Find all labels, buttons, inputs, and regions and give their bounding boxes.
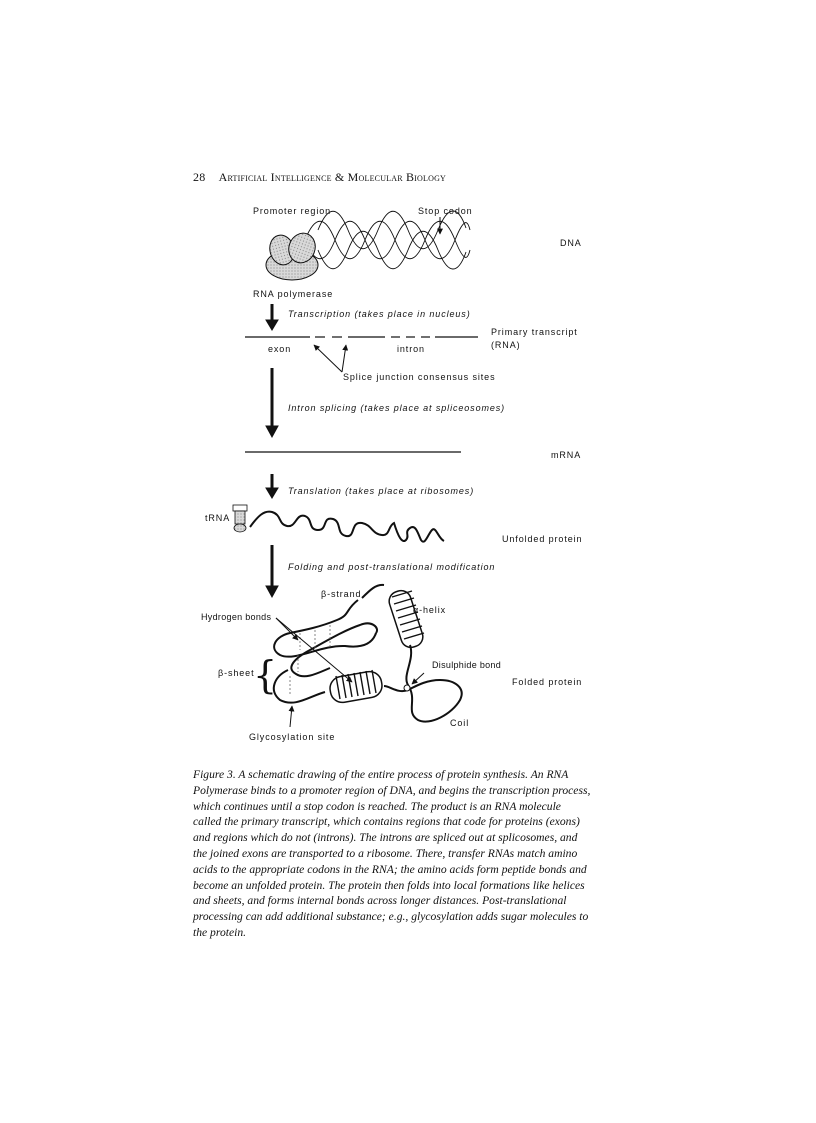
beta-sheet-label: β-sheet	[218, 668, 255, 678]
unfolded-protein-label: Unfolded protein	[502, 534, 583, 544]
primary-transcript-label: Primary transcript	[491, 327, 578, 337]
caption-line: Polymerase binds to a promoter region of DNA, and begins the transcription process,	[193, 783, 591, 797]
folding-label: Folding and post-translational modification	[288, 562, 496, 572]
caption-line: the joined exons are transported to a ribosome. There, transfer RNAs match amino	[193, 846, 578, 860]
disulphide-bond-dot	[404, 685, 410, 691]
promoter-region-label: Promoter region	[253, 206, 332, 216]
caption-line: and regions which do not (introns). The introns are spliced out at splicosomes, and	[193, 831, 578, 845]
mrna-label: mRNA	[551, 450, 582, 460]
caption-line: and sheets, and forms internal bonds across longer distances. Post-translational	[193, 894, 567, 908]
caption-line: acids to the appropriate codons in the RNA; the amino acids form peptide bonds and	[193, 862, 587, 876]
dna-helix	[305, 211, 470, 269]
stop-codon-label: Stop codon	[418, 206, 473, 216]
hydrogen-bonds-label: Hydrogen bonds	[201, 612, 272, 622]
trna-label: tRNA	[205, 513, 231, 523]
alpha-helix-label: α-helix	[413, 605, 447, 615]
caption-line: Figure 3. A schematic drawing of the entire process of protein synthesis. An RNA	[193, 768, 569, 781]
caption-line: called the primary transcript, which contains regions that code for proteins (exons)	[193, 815, 580, 829]
coil-label: Coil	[450, 718, 470, 728]
trna-shape	[233, 505, 247, 532]
running-title: Artificial Intelligence & Molecular Biology	[218, 170, 447, 184]
primary-transcript-rna-label: (RNA)	[491, 340, 521, 350]
translation-label: Translation (takes place at ribosomes)	[288, 486, 475, 496]
beta-sheet-brace: {	[253, 653, 278, 697]
caption-line: which continues until a stop codon is reached. The product is an RNA molecule	[193, 799, 561, 813]
figure-caption	[193, 767, 613, 941]
caption-line: processing can add additional substance; e.g., glycosylation adds sugar molecules to	[193, 910, 589, 924]
splice-sites-label: Splice junction consensus sites	[343, 372, 496, 382]
dna-label: DNA	[560, 238, 582, 248]
exon-label: exon	[268, 344, 292, 354]
rna-polymerase-shape	[266, 229, 319, 280]
splice-site-arrows	[314, 345, 346, 372]
caption-line: the protein.	[193, 925, 247, 939]
folded-protein-label: Folded protein	[512, 677, 583, 687]
caption-line: become an unfolded protein. The protein then folds into local formations like helices	[193, 878, 585, 892]
beta-strand-label: β-strand	[321, 589, 362, 599]
disulphide-bond-label: Disulphide bond	[432, 660, 502, 670]
transcription-label: Transcription (takes place in nucleus)	[288, 309, 471, 319]
glycosylation-site-label: Glycosylation site	[249, 732, 336, 742]
page-number: 28	[193, 170, 206, 184]
intron-label: intron	[397, 344, 425, 354]
rna-polymerase-label: RNA polymerase	[253, 289, 334, 299]
intron-splicing-label: Intron splicing (takes place at spliceosomes)	[288, 403, 506, 413]
unfolded-protein-chain	[250, 512, 444, 542]
